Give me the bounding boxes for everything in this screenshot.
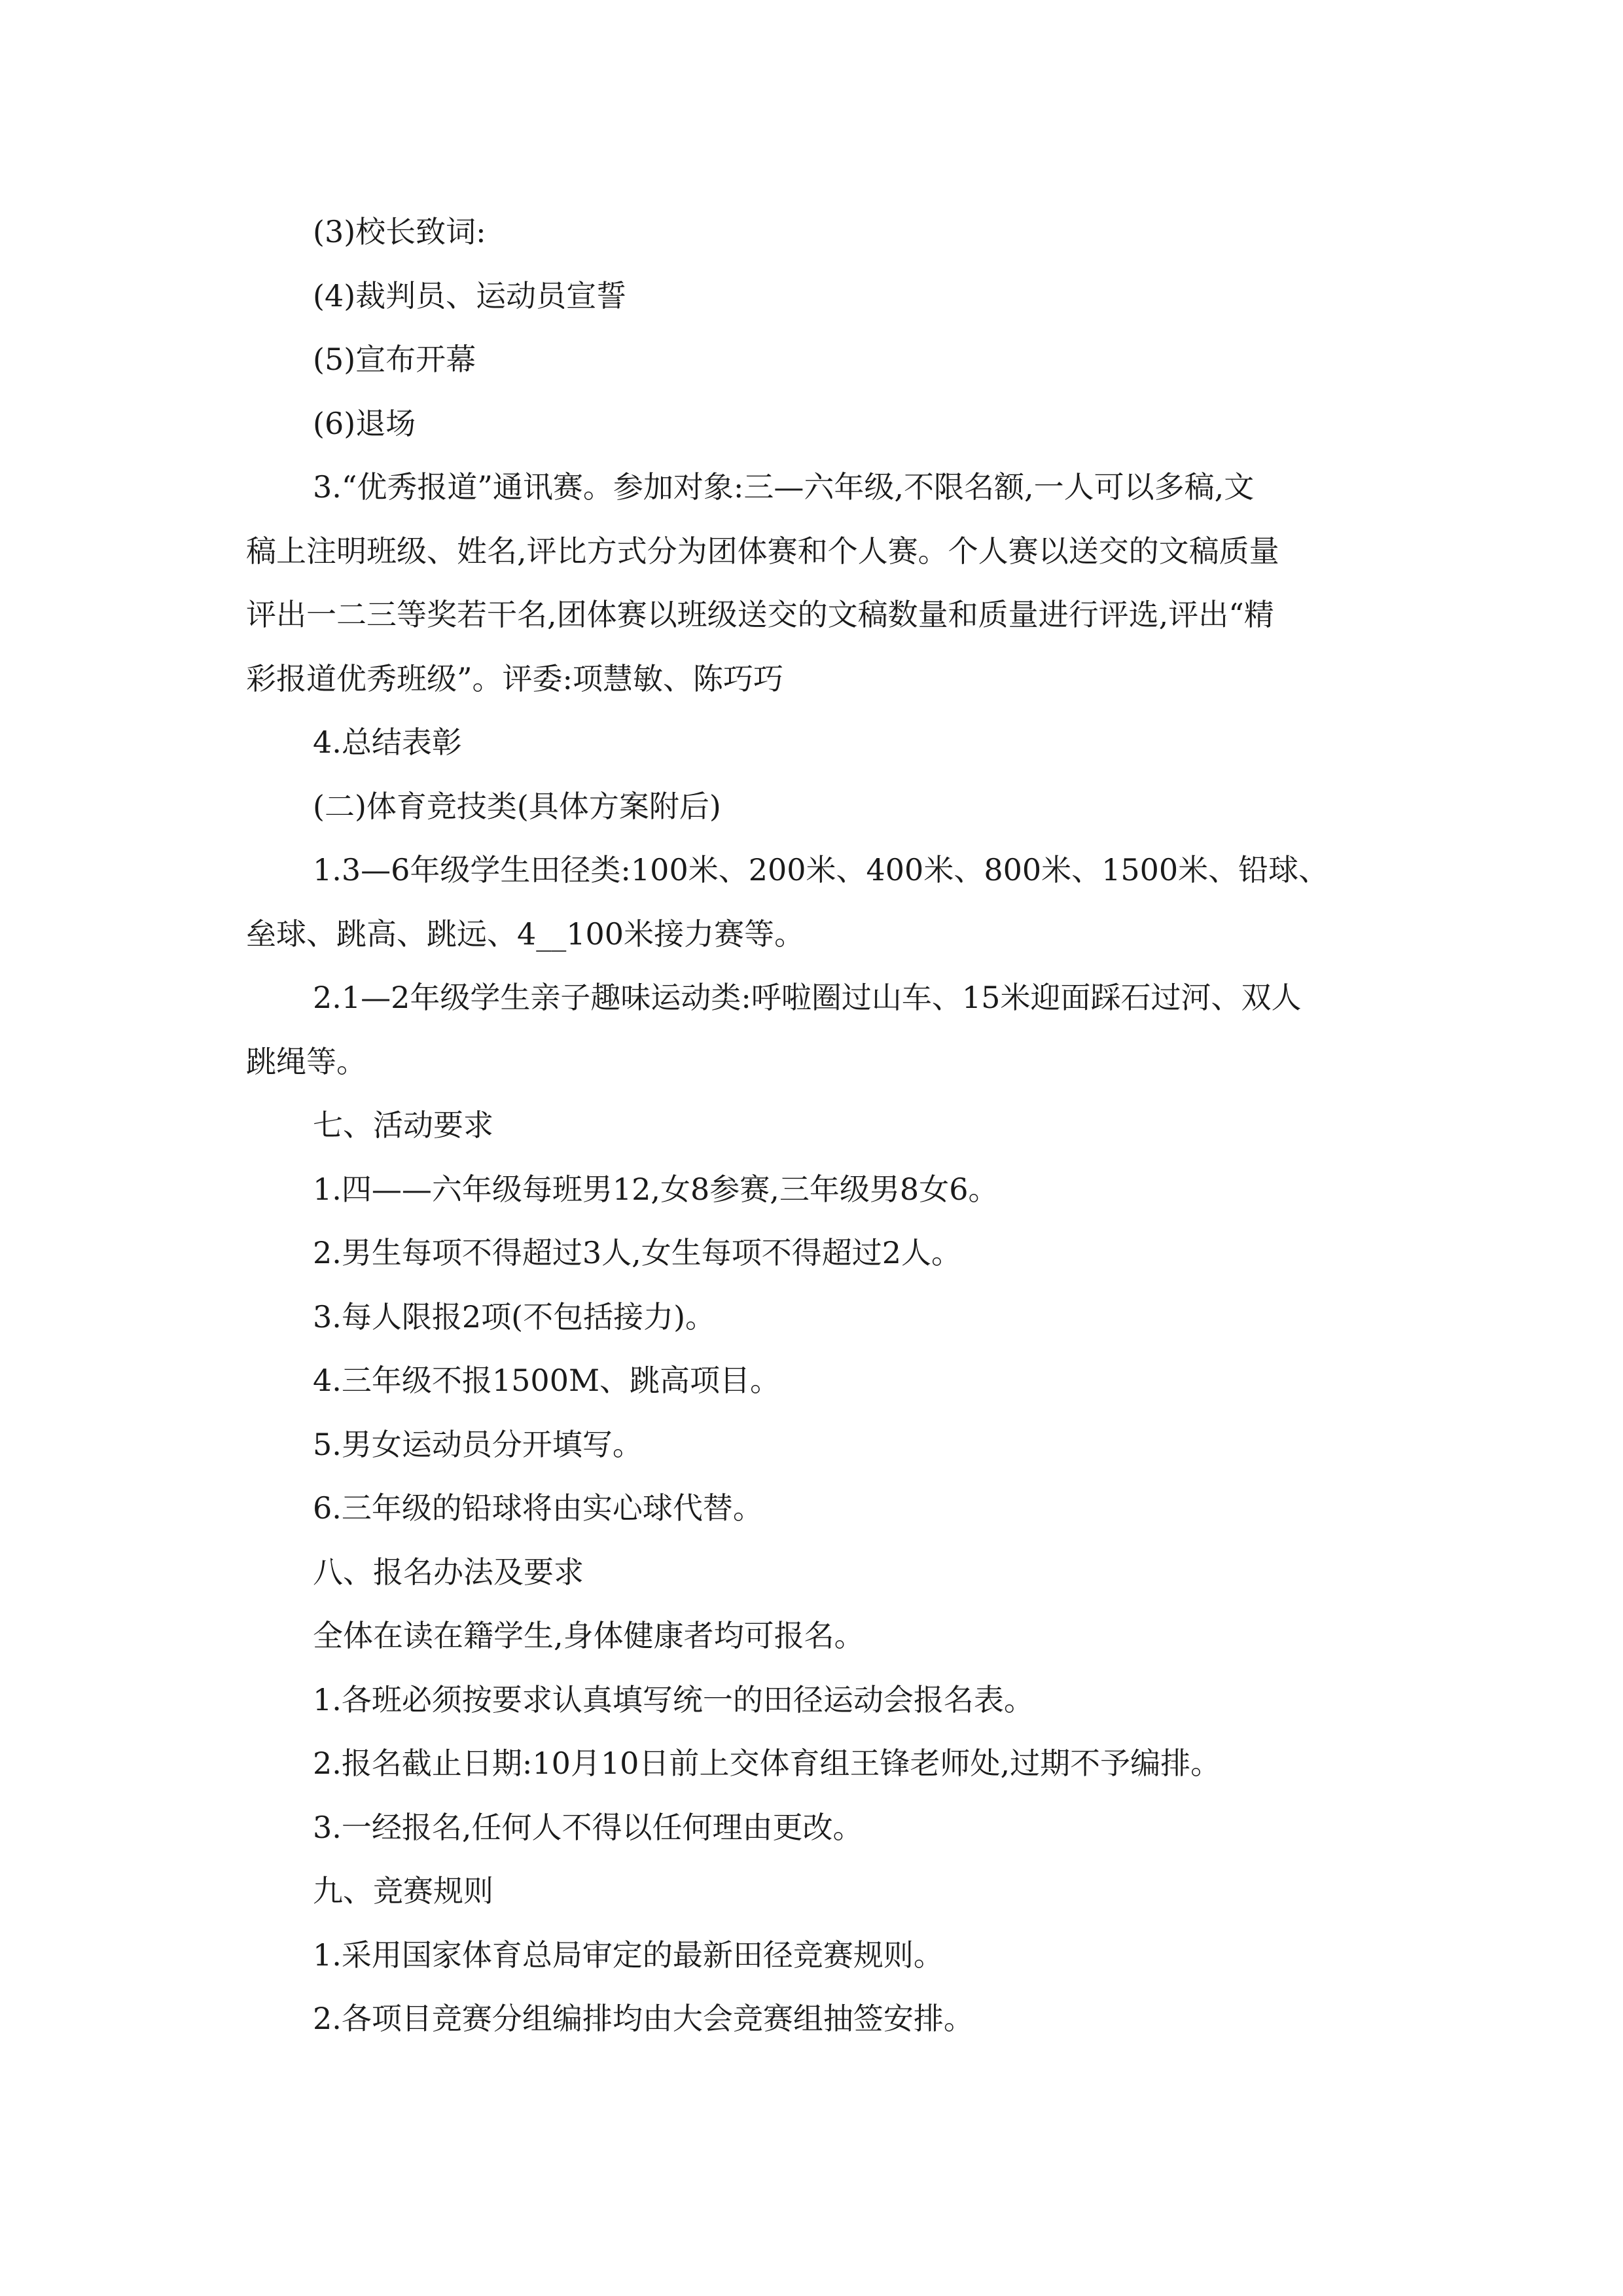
text-line: 八、报名办法及要求	[313, 1554, 584, 1590]
text-line: 垒球、跳高、跳远、4__100米接力赛等。	[246, 916, 805, 952]
text-line: 5.男女运动员分开填写。	[313, 1426, 643, 1462]
text-line: 2.各项目竞赛分组编排均由大会竞赛组抽签安排。	[313, 2001, 974, 2036]
text-line: 3.每人限报2项(不包括接力)。	[313, 1299, 716, 1335]
text-line: (3)校长致词:	[313, 214, 486, 249]
text-line: (6)退场	[313, 405, 416, 441]
text-line: 4.三年级不报1500M、跳高项目。	[313, 1363, 781, 1398]
text-line: 2.报名截止日期:10月10日前上交体育组王锋老师处,过期不予编排。	[313, 1746, 1221, 1781]
document-body	[246, 200, 1398, 2051]
text-line: 4.总结表彰	[313, 725, 462, 760]
text-line: 1.四——六年级每班男12,女8参赛,三年级男8女6。	[313, 1171, 999, 1207]
text-line: 跳绳等。	[246, 1043, 366, 1079]
text-line: 彩报道优秀班级”。评委:项慧敏、陈巧巧	[246, 660, 784, 696]
text-line: 1.采用国家体育总局审定的最新田径竞赛规则。	[313, 1937, 944, 1973]
text-line: 6.三年级的铅球将由实心球代替。	[313, 1490, 763, 1526]
text-line: (二)体育竞技类(具体方案附后)	[313, 788, 721, 824]
text-line: 全体在读在籍学生,身体健康者均可报名。	[313, 1618, 865, 1653]
text-line: 3.“优秀报道”通讯赛。参加对象:三—六年级,不限名额,一人可以多稿,文	[313, 469, 1255, 505]
text-line: 评出一二三等奖若干名,团体赛以班级送交的文稿数量和质量进行评选,评出“精	[246, 597, 1274, 632]
text-line: 七、活动要求	[313, 1107, 493, 1143]
text-line: 九、竞赛规则	[313, 1873, 493, 1909]
text-line: (4)裁判员、运动员宣誓	[313, 278, 627, 314]
text-line: (5)宣布开幕	[313, 342, 476, 377]
text-line: 稿上注明班级、姓名,评比方式分为团体赛和个人赛。个人赛以送交的文稿质量	[246, 533, 1279, 569]
text-line: 2.1—2年级学生亲子趣味运动类:呼啦圈过山车、15米迎面踩石过河、双人	[313, 980, 1302, 1015]
text-line: 1.各班必须按要求认真填写统一的田径运动会报名表。	[313, 1681, 1034, 1717]
text-line: 2.男生每项不得超过3人,女生每项不得超过2人。	[313, 1235, 962, 1270]
text-line: 3.一经报名,任何人不得以任何理由更改。	[313, 1809, 863, 1845]
text-line: 1.3—6年级学生田径类:100米、200米、400米、800米、1500米、铅球、	[313, 852, 1329, 888]
